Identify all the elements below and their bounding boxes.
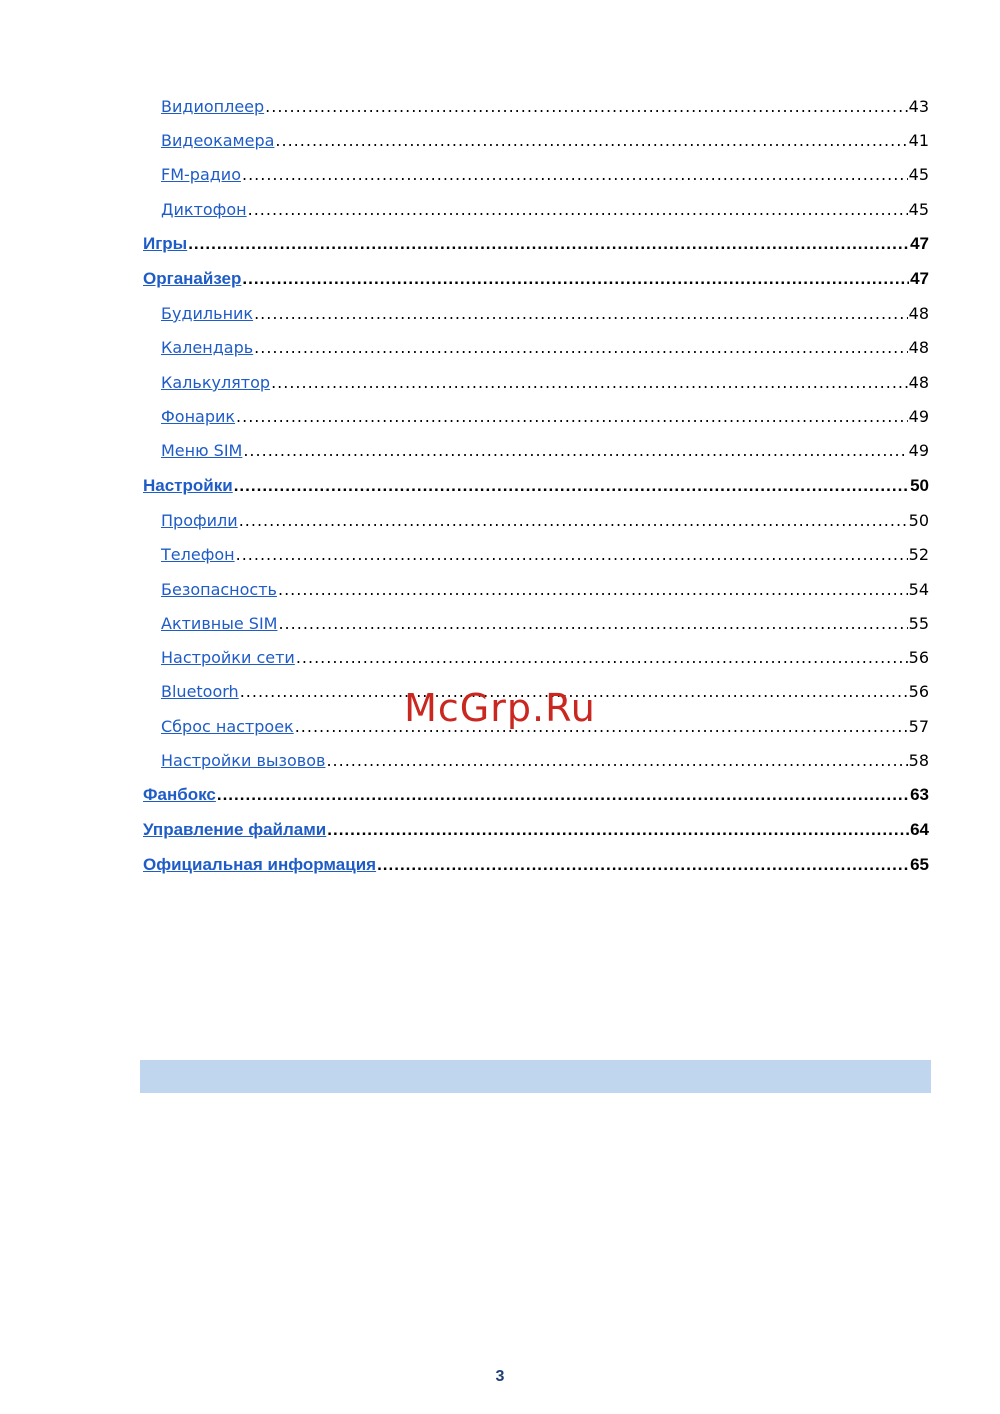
toc-entry-title[interactable]: Профили	[161, 511, 238, 530]
toc-entry-page: 48	[908, 373, 929, 392]
toc-section-page: 64	[910, 820, 929, 839]
toc-entry-page: 45	[908, 165, 929, 184]
toc-entry-page: 48	[908, 338, 929, 357]
toc-section-page: 50	[910, 476, 929, 495]
toc-leader-dots	[296, 644, 908, 672]
toc-section-page: 65	[910, 855, 929, 874]
toc-entry-page: 58	[908, 751, 929, 770]
toc-leader-dots	[254, 300, 908, 328]
toc-entry-title[interactable]: Безопасность	[161, 580, 277, 599]
toc-entry[interactable]	[161, 403, 929, 431]
toc-leader-dots	[242, 265, 909, 293]
toc-entry[interactable]	[161, 610, 929, 638]
toc-section-title[interactable]: Управление файлами	[143, 820, 327, 839]
toc-section-page: 47	[910, 234, 929, 253]
toc-section-title[interactable]: Официальная информация	[143, 855, 377, 874]
toc-entry-title[interactable]: Меню SIM	[161, 441, 243, 460]
toc-entry-page: 48	[908, 304, 929, 323]
toc-leader-dots	[265, 93, 907, 121]
toc-entry-title[interactable]: Диктофон	[161, 200, 247, 219]
toc-entry-title[interactable]: Фонарик	[161, 407, 236, 426]
toc-entry-page: 56	[908, 648, 929, 667]
toc-section-title[interactable]: Органайзер	[143, 269, 242, 288]
toc-leader-dots	[377, 851, 909, 879]
toc-entry-page: 56	[908, 682, 929, 701]
toc-leader-dots	[248, 196, 908, 224]
toc-section-title[interactable]: Фанбокс	[143, 785, 216, 804]
toc-section[interactable]	[143, 851, 929, 879]
toc-section-page: 63	[910, 785, 929, 804]
toc-leader-dots	[217, 781, 909, 809]
toc-entry[interactable]	[161, 369, 929, 397]
toc-entry-title[interactable]: Активные SIM	[161, 614, 278, 633]
toc-entry[interactable]	[161, 161, 929, 189]
toc-section-page: 47	[910, 269, 929, 288]
toc-entry-page: 49	[908, 407, 929, 426]
toc-entry-title[interactable]: Bluetoorh	[161, 682, 239, 701]
toc-entry[interactable]	[161, 93, 929, 121]
watermark-text: McGrp.Ru	[404, 686, 596, 730]
toc-section[interactable]	[143, 781, 929, 809]
toc-leader-dots	[278, 576, 908, 604]
toc-entry-page: 43	[908, 97, 929, 116]
toc-entry[interactable]	[161, 507, 929, 535]
toc-entry[interactable]	[161, 437, 929, 465]
toc-entry-title[interactable]: Будильник	[161, 304, 254, 323]
toc-entry-title[interactable]: FM-радио	[161, 165, 241, 184]
toc-entry[interactable]	[161, 576, 929, 604]
toc-entry-page: 50	[908, 511, 929, 530]
toc-entry-title[interactable]: Телефон	[161, 545, 235, 564]
toc-entry-page: 54	[908, 580, 929, 599]
toc-section-title[interactable]: Игры	[143, 234, 188, 253]
toc-entry-title[interactable]: Сброс настроек	[161, 717, 294, 736]
toc-leader-dots	[239, 507, 908, 535]
toc-leader-dots	[254, 334, 907, 362]
toc-entry[interactable]	[161, 300, 929, 328]
toc-leader-dots	[236, 541, 908, 569]
toc-entry-title[interactable]: Видиоплеер	[161, 97, 265, 116]
toc-entry[interactable]	[161, 127, 929, 155]
toc-leader-dots	[243, 437, 907, 465]
toc-entry-page: 52	[908, 545, 929, 564]
toc-section[interactable]	[143, 816, 929, 844]
toc-entry-page: 55	[908, 614, 929, 633]
toc-leader-dots	[271, 369, 908, 397]
toc-leader-dots	[236, 403, 908, 431]
toc-entry[interactable]	[161, 334, 929, 362]
toc-entry[interactable]	[161, 644, 929, 672]
toc-entry-title[interactable]: Настройки вызовов	[161, 751, 326, 770]
toc-entry-title[interactable]: Настройки сети	[161, 648, 295, 667]
toc-leader-dots	[326, 747, 907, 775]
toc-leader-dots	[278, 610, 907, 638]
toc-leader-dots	[188, 230, 909, 258]
toc-leader-dots	[327, 816, 909, 844]
toc-entry-title[interactable]: Калькулятор	[161, 373, 271, 392]
toc-entry-page: 41	[908, 131, 929, 150]
toc-section[interactable]	[143, 472, 929, 500]
footer-shaded-band	[140, 1060, 931, 1093]
toc-section[interactable]	[143, 265, 929, 293]
toc-section[interactable]	[143, 230, 929, 258]
toc-entry-title[interactable]: Видеокамера	[161, 131, 275, 150]
page-number: 3	[495, 1368, 505, 1385]
toc-leader-dots	[275, 127, 907, 155]
toc-leader-dots	[242, 161, 908, 189]
toc-entry[interactable]	[161, 747, 929, 775]
toc-entry-page: 57	[908, 717, 929, 736]
toc-leader-dots	[234, 472, 909, 500]
toc-entry-page: 49	[908, 441, 929, 460]
toc-entry[interactable]	[161, 196, 929, 224]
toc-section-title[interactable]: Настройки	[143, 476, 233, 495]
toc-entry-page: 45	[908, 200, 929, 219]
toc-entry[interactable]	[161, 541, 929, 569]
toc-entry-title[interactable]: Календарь	[161, 338, 254, 357]
